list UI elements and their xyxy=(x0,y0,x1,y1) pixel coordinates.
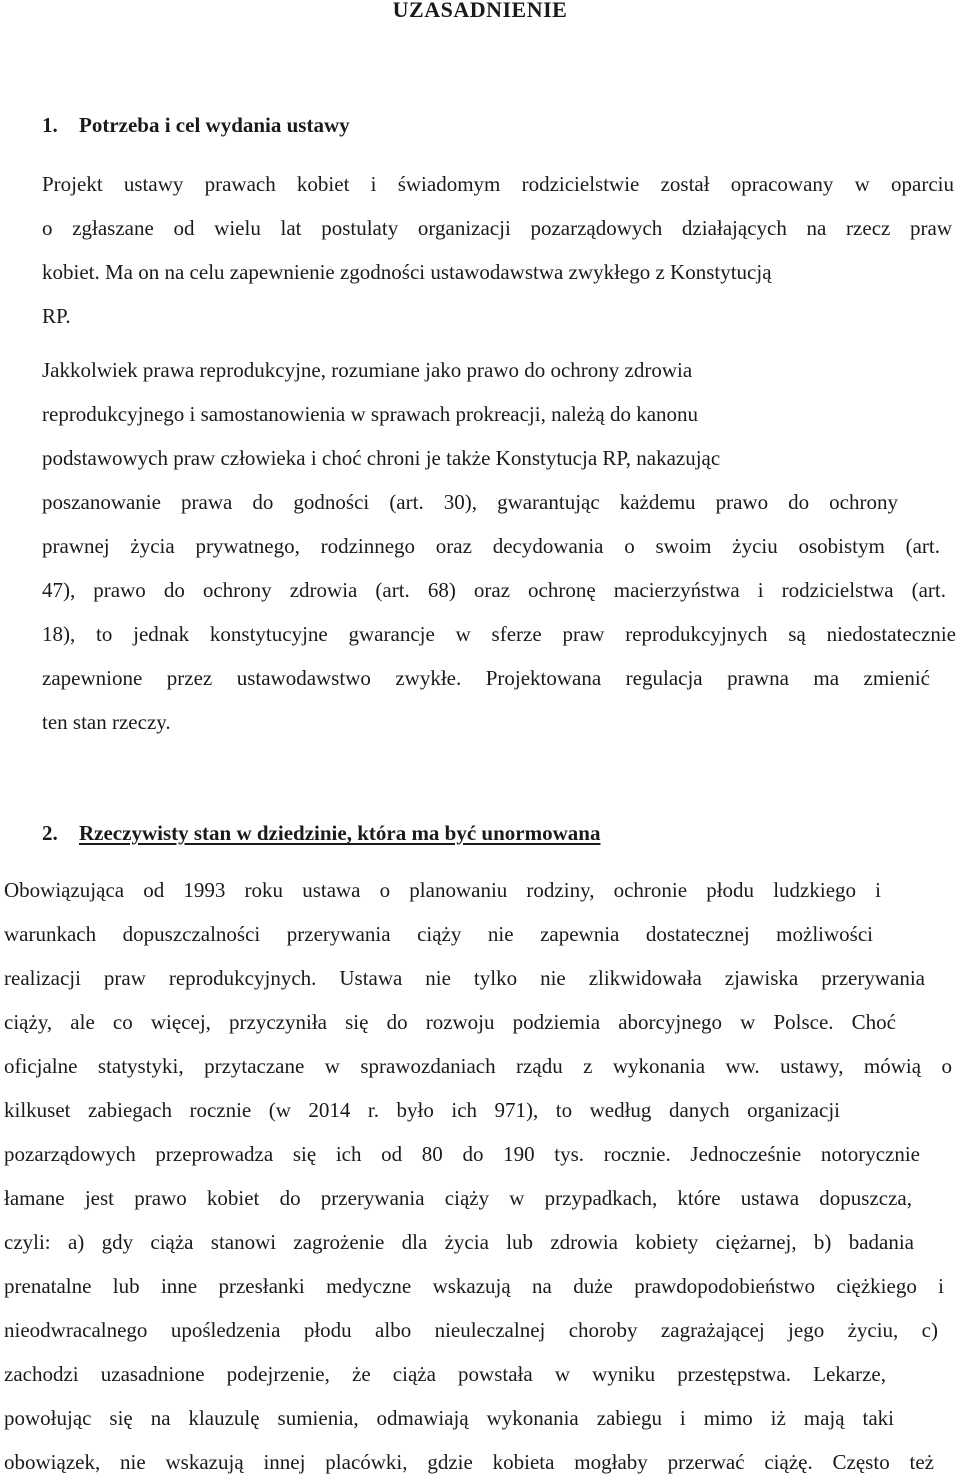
s1-p1-line: Projekt ustawy prawach kobiet i świadomym rodzicielstwie został opracowany w oparciu xyxy=(42,172,954,196)
section-1-heading xyxy=(42,112,350,138)
s2-p1-line: łamane jest prawo kobiet do przerywania ciąży w przypadkach, które ustawa dopuszcza, xyxy=(4,1186,912,1210)
s2-p1-line: nieodwracalnego upośledzenia płodu albo nieuleczalnej choroby zagrażającej jego życiu, c) xyxy=(4,1318,938,1342)
s2-p1-line: Obowiązująca od 1993 roku ustawa o planowaniu rodziny, ochronie płodu ludzkiego i xyxy=(4,878,881,902)
s1-p1-line: RP. xyxy=(42,304,71,328)
s1-p2-line: 47), prawo do ochrony zdrowia (art. 68) oraz ochronę macierzyństwa i rodzicielstwa (art. xyxy=(42,578,946,602)
s1-p2-line: 18), to jednak konstytucyjne gwarancje w sferze praw reprodukcyjnych są niedostatecznie xyxy=(42,622,956,646)
s2-p1-line: warunkach dopuszczalności przerywania ciąży nie zapewnia dostatecznej możliwości xyxy=(4,922,873,946)
s1-p2-line: poszanowanie prawa do godności (art. 30), gwarantując każdemu prawo do ochrony xyxy=(42,490,898,514)
s2-p1-line: realizacji praw reprodukcyjnych. Ustawa nie tylko nie zlikwidowała zjawiska przerywania xyxy=(4,966,925,990)
s1-p2-line: Jakkolwiek prawa reprodukcyjne, rozumiane jako prawo do ochrony zdrowia xyxy=(42,358,693,382)
s2-p1-line: kilkuset zabiegach rocznie (w 2014 r. było ich 971), to według danych organizacji xyxy=(4,1098,840,1122)
s1-p2-line: zapewnione przez ustawodawstwo zwykłe. Projektowana regulacja prawna ma zmienić xyxy=(42,666,930,690)
section-1-number: 1. xyxy=(42,113,58,137)
section-2-heading xyxy=(42,820,600,846)
s1-p2-line: podstawowych praw człowieka i choć chroni je także Konstytucja RP, nakazując xyxy=(42,446,721,470)
s1-p2-line: reprodukcyjnego i samostanowienia w sprawach prokreacji, należą do kanonu xyxy=(42,402,699,426)
section-2-number: 2. xyxy=(42,821,58,845)
s2-p1-line: prenatalne lub inne przesłanki medyczne wskazują na duże prawdopodobieństwo ciężkiego i xyxy=(4,1274,944,1298)
s2-p1-line: ciąży, ale co więcej, przyczyniła się do rozwoju podziemia aborcyjnego w Polsce. Choć xyxy=(4,1010,896,1034)
s1-p2-line: prawnej życia prywatnego, rodzinnego oraz decydowania o swoim życiu osobistym (art. xyxy=(42,534,940,558)
s1-p1-line: o zgłaszane od wielu lat postulaty organizacji pozarządowych działających na rzecz praw xyxy=(42,216,952,240)
section-1-heading-text: Potrzeba i cel wydania ustawy xyxy=(79,113,350,137)
s2-p1-line: zachodzi uzasadnione podejrzenie, że ciąża powstała w wyniku przestępstwa. Lekarze, xyxy=(4,1362,886,1386)
document-title: UZASADNIENIE xyxy=(392,0,568,22)
s2-p1-line: obowiązek, nie wskazują innej placówki, gdzie kobieta mogłaby przerwać ciążę. Często też xyxy=(4,1450,934,1474)
s1-p2-line: ten stan rzeczy. xyxy=(42,710,171,734)
s1-p1-line: kobiet. Ma on na celu zapewnienie zgodności ustawodawstwa zwykłego z Konstytucją xyxy=(42,260,772,284)
s2-p1-line: oficjalne statystyki, przytaczane w sprawozdaniach rządu z wykonania ww. ustawy, mówią o xyxy=(4,1054,952,1078)
s2-p1-line: pozarządowych przeprowadza się ich od 80 do 190 tys. rocznie. Jednocześnie notorycznie xyxy=(4,1142,920,1166)
section-2-heading-text: Rzeczywisty stan w dziedzinie, która ma być unormowana xyxy=(79,821,601,845)
s2-p1-line: powołując się na klauzulę sumienia, odmawiają wykonania zabiegu i mimo iż mają taki xyxy=(4,1406,894,1430)
s2-p1-line: czyli: a) gdy ciąża stanowi zagrożenie dla życia lub zdrowia kobiety ciężarnej, b) badania xyxy=(4,1230,914,1254)
